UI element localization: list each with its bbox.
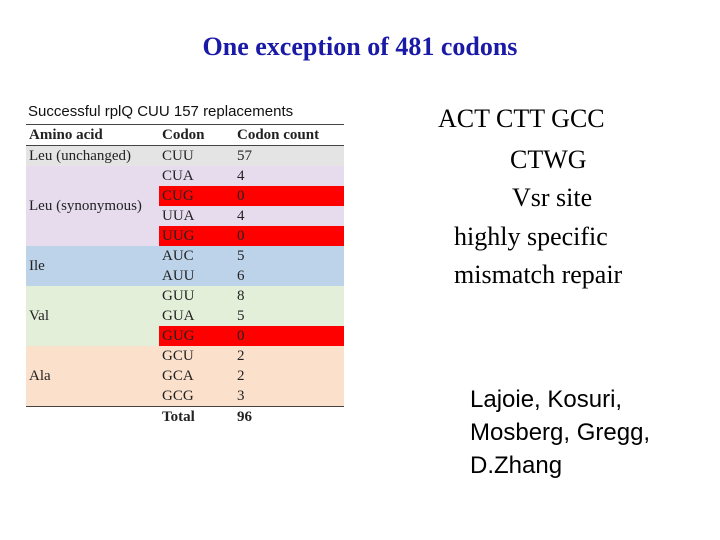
codon-cell: CUU <box>159 146 234 167</box>
count-cell: 57 <box>234 146 344 167</box>
authors-block <box>470 383 650 482</box>
count-cell: 4 <box>234 166 344 186</box>
codon-cell: GUU <box>159 286 234 306</box>
author-line: Mosberg, Gregg, <box>470 419 651 446</box>
count-cell: 2 <box>234 366 344 386</box>
codon-cell: CUG <box>159 186 234 206</box>
sequence-line: ACT CTT GCC <box>438 104 605 133</box>
codon-cell: AUU <box>159 266 234 286</box>
table-row <box>26 146 344 167</box>
codon-cell: CUA <box>159 166 234 186</box>
count-cell: 0 <box>234 326 344 346</box>
header-codon: Codon <box>159 125 234 146</box>
table-caption: Successful rplQ CUU 157 replacements <box>28 103 294 120</box>
table-row <box>26 286 344 306</box>
total-value: 96 <box>234 407 344 428</box>
total-empty-cell <box>26 407 159 428</box>
codon-cell: GUA <box>159 306 234 326</box>
count-cell: 5 <box>234 306 344 326</box>
table-row <box>26 166 344 186</box>
table-total-row <box>26 407 344 428</box>
slide-title: One exception of 481 codons <box>202 32 518 61</box>
count-cell: 3 <box>234 386 344 407</box>
specificity-line: highly specific <box>454 222 608 251</box>
count-cell: 6 <box>234 266 344 286</box>
amino-acid-cell: Ile <box>26 246 159 286</box>
amino-acid-cell: Ala <box>26 346 159 407</box>
total-label: Total <box>159 407 234 428</box>
codon-cell: GUG <box>159 326 234 346</box>
codon-table <box>26 124 344 427</box>
amino-acid-cell: Leu (unchanged) <box>26 146 159 167</box>
amino-acid-cell: Leu (synonymous) <box>26 166 159 246</box>
codon-cell: GCG <box>159 386 234 407</box>
table-row <box>26 246 344 266</box>
table-row <box>26 346 344 366</box>
codon-cell: UUA <box>159 206 234 226</box>
codon-cell: GCA <box>159 366 234 386</box>
count-cell: 2 <box>234 346 344 366</box>
count-cell: 8 <box>234 286 344 306</box>
author-line: D.Zhang <box>470 452 563 479</box>
count-cell: 4 <box>234 206 344 226</box>
repair-line: mismatch repair <box>454 260 623 289</box>
site-line: Vsr site <box>512 183 593 212</box>
count-cell: 0 <box>234 186 344 206</box>
count-cell: 5 <box>234 246 344 266</box>
table-header-row <box>26 125 344 146</box>
codon-cell: AUC <box>159 246 234 266</box>
codon-cell: UUG <box>159 226 234 246</box>
amino-acid-cell: Val <box>26 286 159 346</box>
codon-cell: GCU <box>159 346 234 366</box>
author-line: Lajoie, Kosuri, <box>470 386 623 413</box>
count-cell: 0 <box>234 226 344 246</box>
motif-line: CTWG <box>510 145 587 174</box>
header-amino-acid: Amino acid <box>26 125 159 146</box>
header-codon-count: Codon count <box>234 125 344 146</box>
